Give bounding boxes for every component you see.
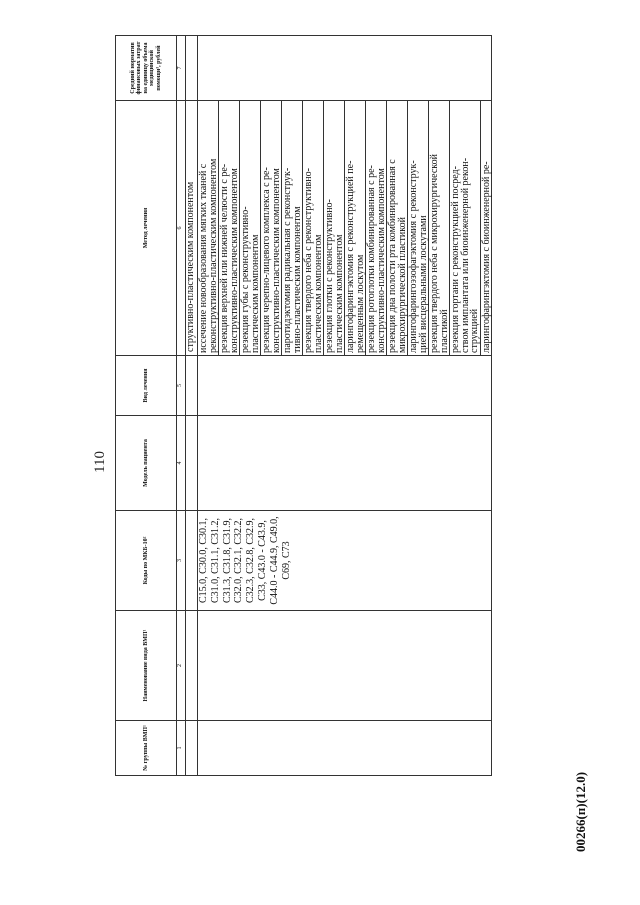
icd-code-line: C15.0, C30.0, C30.1, (198, 518, 209, 604)
header-vmp-name: Наименование вида ВМП¹ (116, 611, 177, 721)
header-group-number: № группы ВМП¹ (116, 721, 177, 776)
method-item: резекция твердого неба с реконструктивно- пластическим компонентом (303, 101, 324, 355)
icd-codes-cell (198, 511, 492, 611)
method-cell: структивно-пластическим компонентом (186, 101, 198, 356)
method-item: ларингофарингэктомия с биоинженерной ре- (480, 161, 492, 353)
icd-code-line: C32.3, C32.8, C32.9, (245, 518, 257, 604)
column-number-row (177, 36, 186, 776)
column-number: 4 (177, 416, 186, 511)
rotated-table-container (115, 36, 525, 776)
methods-cell (198, 101, 492, 356)
method-item: резекция твердого неба с микрохирургической пластикой (429, 101, 450, 355)
table-row (186, 36, 198, 776)
method-item: резекция губы с реконструктивно- пластическим компонентом (240, 101, 261, 355)
method-item: резекция глотки с реконструктивно- пластическим компонентом (324, 101, 345, 355)
column-number: 1 (177, 721, 186, 776)
icd-code-line: C69, C73 (280, 541, 292, 580)
icd-code-line: C31.0, C31.1, C31.2, (209, 518, 221, 604)
method-item: паротидэктомия радикальная с реконструк- тивно-пластическим компонентом (282, 101, 303, 355)
header-row (116, 36, 177, 776)
column-number: 3 (177, 511, 186, 611)
header-icd-codes: Коды по МКБ-10² (116, 511, 177, 611)
method-item: иссечение новообразования мягких тканей с реконструктивно-пластическим компонентом (198, 101, 219, 355)
icd-code-line: C32.0, C32.1, C32.2, (233, 518, 245, 604)
icd-code-line: C33, C43.0 - C43.9, (256, 520, 268, 601)
method-item: резекция ротоглотки комбинированная с ре- конструктивно-пластическим компонентом (366, 101, 387, 355)
method-item: резекция верхней или нижней челюсти с ре- конструктивно-пластическим компонентом (219, 101, 240, 355)
page-number: 110 (92, 451, 108, 473)
column-number: 7 (177, 36, 186, 101)
column-number: 6 (177, 101, 186, 356)
method-item: резекция гортани с реконструкцией посред- ством имплантата или биоинженерной рекон- струкцией (450, 101, 481, 355)
method-item: резекция черепно-лицевого комплекса с ре- конструктивно-пластическим компонентом (261, 101, 282, 355)
header-average-cost: Средний норматив финансовых затрат на единицу объема медицинской помощи³, рублей (116, 36, 177, 101)
table-row (198, 36, 492, 776)
column-number: 5 (177, 356, 186, 416)
method-item: резекция дна полости рта комбинированная с микрохирургической пластикой (387, 101, 408, 355)
method-item: ларингофарингэктомия с реконструкцией пе- ремещенным лоскутом (345, 101, 366, 355)
icd-code-line: C44.0 - C44.9, C49.0, (268, 516, 280, 605)
header-patient-model: Модель пациента (116, 416, 177, 511)
header-treatment-type: Вид лечения (116, 356, 177, 416)
header-treatment-method: Метод лечения (116, 101, 177, 356)
icd-code-line: C31.3, C31.8, C31.9, (221, 518, 233, 604)
footer-code: 00266(п)(12.0) (573, 771, 588, 853)
column-number: 2 (177, 611, 186, 721)
vmp-table (115, 35, 492, 776)
method-item: ларингофарингоэзофагэктомия с реконструк- цией висцеральными лоскутами (408, 101, 429, 355)
